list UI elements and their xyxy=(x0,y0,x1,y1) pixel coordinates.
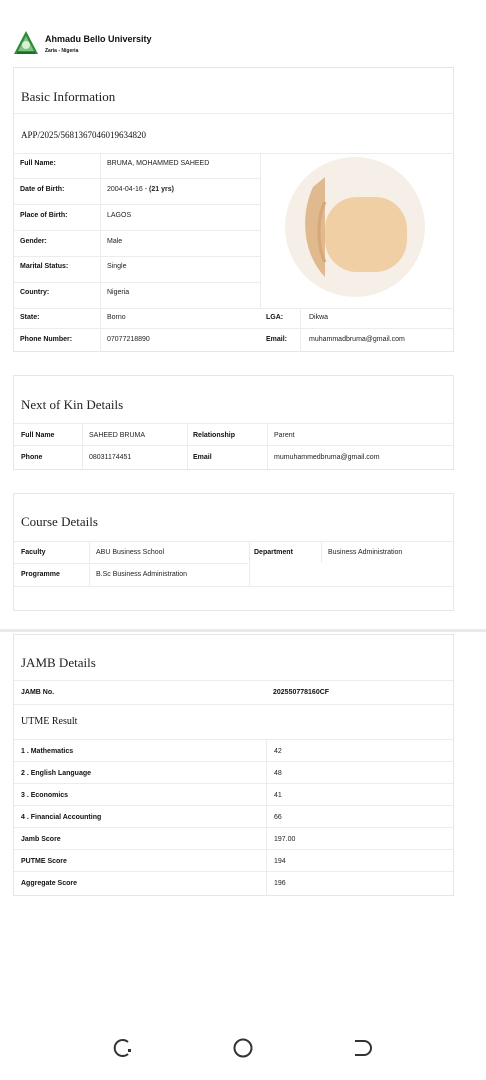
page-break xyxy=(0,629,486,632)
abu-logo-icon xyxy=(13,30,39,56)
utme-subject-label: 4 . Financial Accounting xyxy=(21,814,102,821)
dob-value: 2004-04-16 - (21 yrs) xyxy=(107,186,174,193)
full-name-value: BRUMA, MOHAMMED SAHEED xyxy=(107,160,210,167)
kin-phone-label: Phone xyxy=(21,454,43,461)
kin-name-label: Full Name xyxy=(21,432,55,439)
utme-subject-label: 2 . English Language xyxy=(21,770,92,777)
full-name-label: Full Name: xyxy=(20,160,56,167)
putme-score-value: 194 xyxy=(274,858,286,865)
programme-value: B.Sc Business Administration xyxy=(96,571,188,578)
section-title: Next of Kin Details xyxy=(21,397,124,412)
department-label: Department xyxy=(254,549,293,556)
aggregate-score-label: Aggregate Score xyxy=(21,880,78,887)
kin-relationship-value: Parent xyxy=(274,432,295,439)
utme-subject-label: 1 . Mathematics xyxy=(21,748,74,755)
jamb-details-card xyxy=(13,634,454,896)
kin-relationship-label: Relationship xyxy=(193,432,236,439)
jamb-score-value: 197.00 xyxy=(274,836,296,843)
home-icon[interactable] xyxy=(232,1037,254,1059)
phone-number-label: Phone Number: xyxy=(20,336,73,343)
email-value: muhammadbruma@gmail.com xyxy=(309,336,405,343)
jamb-no-label: JAMB No. xyxy=(21,689,55,696)
jamb-no-value: 202550778160CF xyxy=(273,689,330,696)
section-title: JAMB Details xyxy=(21,655,96,670)
university-name: Ahmadu Bello University xyxy=(45,34,152,44)
kin-name-value: SAHEED BRUMA xyxy=(89,432,146,439)
kin-email-value: mumuhammedbruma@gmail.com xyxy=(274,454,380,461)
lga-value: Dikwa xyxy=(309,314,329,321)
utme-subject-score: 48 xyxy=(274,770,282,777)
section-title: Basic Information xyxy=(21,89,116,104)
place-of-birth-value: LAGOS xyxy=(107,212,132,219)
email-label: Email: xyxy=(266,336,288,343)
divider xyxy=(14,113,453,114)
utme-result-title: UTME Result xyxy=(21,716,78,727)
phone-number-value: 07077218890 xyxy=(107,336,150,343)
utme-subject-score: 41 xyxy=(274,792,282,799)
lga-label: LGA: xyxy=(266,314,284,321)
country-value: Nigeria xyxy=(107,289,130,296)
utme-subject-label: 3 . Economics xyxy=(21,792,69,799)
marital-status-value: Single xyxy=(107,263,127,270)
kin-phone-value: 08031174451 xyxy=(89,454,132,461)
marital-status-label: Marital Status: xyxy=(20,263,69,270)
next-of-kin-card xyxy=(13,375,454,470)
jamb-score-label: Jamb Score xyxy=(21,836,61,843)
utme-subject-score: 42 xyxy=(274,748,282,755)
gender-label: Gender: xyxy=(20,238,47,245)
system-navigation-bar xyxy=(0,1010,486,1080)
university-location: Zaria - Nigeria xyxy=(45,48,79,54)
faculty-label: Faculty xyxy=(21,549,46,556)
back-icon[interactable] xyxy=(351,1037,373,1059)
passport-photo xyxy=(285,157,425,297)
place-of-birth-label: Place of Birth: xyxy=(20,212,68,219)
course-details-card xyxy=(13,493,454,611)
aggregate-score-value: 196 xyxy=(274,880,286,887)
utme-subject-score: 66 xyxy=(274,814,282,821)
state-value: Borno xyxy=(107,314,126,321)
section-title: Course Details xyxy=(21,514,98,529)
application-id: APP/2025/5681367046019634820 xyxy=(21,130,147,140)
programme-label: Programme xyxy=(21,571,60,578)
dob-label: Date of Birth: xyxy=(20,186,65,193)
state-label: State: xyxy=(20,314,40,321)
department-value: Business Administration xyxy=(328,549,403,556)
country-label: Country: xyxy=(20,289,50,296)
recent-apps-icon[interactable] xyxy=(112,1037,134,1059)
kin-email-label: Email xyxy=(193,454,212,461)
putme-score-label: PUTME Score xyxy=(21,858,67,865)
faculty-value: ABU Business School xyxy=(96,549,165,556)
gender-value: Male xyxy=(107,238,123,245)
